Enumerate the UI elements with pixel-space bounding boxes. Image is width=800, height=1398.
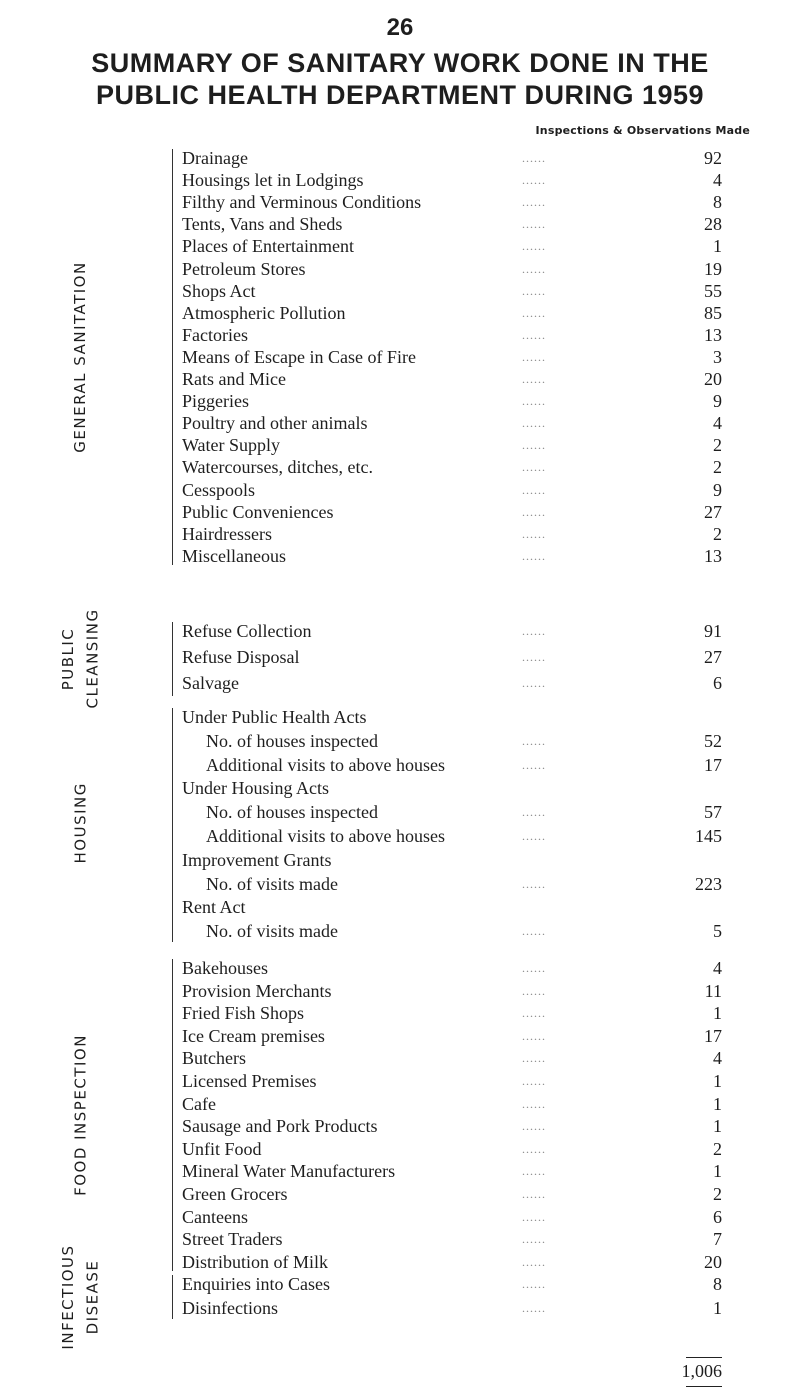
row-value: 6 (713, 673, 722, 693)
leader-dots: ...... (522, 624, 546, 638)
grand-total: 1,006 (681, 1361, 722, 1381)
leader-dots: ...... (522, 757, 546, 772)
leader-dots: ...... (522, 460, 546, 475)
table-row (182, 646, 722, 668)
row-label: Refuse Disposal (182, 647, 300, 667)
table-row (182, 1251, 722, 1273)
row-label: Watercourses, ditches, etc. (182, 457, 373, 478)
row-value: 11 (704, 980, 722, 1001)
table-row (182, 801, 722, 823)
leader-dots: ...... (522, 151, 546, 165)
table-row (182, 777, 722, 799)
row-value: 17 (704, 754, 722, 775)
table-row (182, 456, 722, 478)
row-label: Salvage (182, 673, 239, 693)
row-label: Public Conveniences (182, 501, 334, 522)
table-row (182, 324, 722, 346)
column-header: Inspections & Observations Made (535, 124, 750, 137)
leader-dots: ...... (522, 349, 546, 364)
row-label: Unfit Food (182, 1138, 262, 1159)
leader-dots: ...... (522, 283, 546, 298)
row-value: 55 (704, 280, 722, 301)
table-row (182, 1206, 722, 1228)
row-value: 27 (704, 501, 722, 522)
row-label: Places of Entertainment (182, 236, 354, 257)
table-row (182, 1183, 722, 1205)
row-value: 6 (713, 1206, 722, 1227)
row-label: Drainage (182, 148, 248, 168)
table-row (182, 706, 722, 728)
row-value: 19 (704, 258, 722, 279)
row-value: 1 (713, 1298, 722, 1318)
leader-dots: ...... (522, 650, 546, 664)
row-label: Atmospheric Pollution (182, 302, 346, 323)
row-label: Sausage and Pork Products (182, 1116, 378, 1137)
table-row (182, 1047, 722, 1069)
row-value: 9 (713, 391, 722, 412)
table-row (182, 754, 722, 776)
row-label: Bakehouses (182, 958, 268, 978)
table-row (182, 825, 722, 847)
leader-dots: ...... (522, 394, 546, 409)
row-value: 91 (704, 621, 722, 641)
leader-dots: ...... (522, 1096, 546, 1111)
row-value: 4 (713, 170, 722, 191)
section-label: FOOD INSPECTION (71, 1034, 89, 1197)
table-row (182, 545, 722, 567)
total-rule-bottom (686, 1386, 722, 1387)
row-label: Poultry and other animals (182, 413, 368, 434)
leader-dots: ...... (522, 372, 546, 386)
row-value: 52 (704, 730, 722, 751)
table-row (182, 302, 722, 324)
row-label: Additional visits to above houses (206, 754, 445, 775)
row-label: Rent Act (182, 897, 246, 918)
table-row (182, 191, 722, 213)
leader-dots: ...... (522, 1254, 546, 1269)
leader-dots: ...... (522, 1006, 546, 1021)
row-value: 4 (713, 413, 722, 434)
leader-dots: ...... (522, 676, 546, 690)
row-label: No. of houses inspected (206, 730, 378, 751)
row-value: 8 (713, 1274, 722, 1294)
leader-dots: ...... (522, 1301, 546, 1315)
row-label: Additional visits to above houses (206, 826, 445, 846)
section-label: CLEANSING (83, 608, 101, 709)
table-row (182, 258, 722, 280)
row-label: Ice Cream premises (182, 1025, 325, 1046)
leader-dots: ...... (522, 195, 546, 210)
row-label: Fried Fish Shops (182, 1003, 305, 1024)
table-row (182, 1297, 722, 1319)
row-label: Mineral Water Manufacturers (182, 1161, 396, 1182)
row-value: 57 (704, 802, 722, 823)
row-value: 27 (704, 647, 722, 667)
row-label: Cesspools (182, 479, 256, 500)
row-value: 2 (713, 457, 722, 478)
row-label: Licensed Premises (182, 1071, 317, 1091)
leader-dots: ...... (522, 239, 546, 254)
row-label: Enquiries into Cases (182, 1274, 330, 1294)
leader-dots: ...... (522, 482, 546, 497)
row-label: Petroleum Stores (182, 258, 306, 279)
row-label: Rats and Mice (182, 369, 286, 389)
leader-dots: ...... (522, 1074, 546, 1088)
row-label: Factories (182, 324, 248, 345)
leader-dots: ...... (522, 1119, 546, 1134)
row-value: 2 (713, 1184, 722, 1204)
table-row (182, 980, 722, 1002)
row-value: 13 (704, 545, 722, 566)
row-value: 1 (713, 236, 722, 257)
row-value: 3 (713, 346, 722, 367)
row-label: No. of visits made (206, 921, 338, 942)
table-row (182, 1025, 722, 1047)
table-row (182, 1138, 722, 1160)
leader-dots: ...... (522, 1277, 546, 1291)
leader-dots: ...... (522, 1028, 546, 1043)
table-row (182, 412, 722, 434)
row-label: Water Supply (182, 435, 281, 456)
row-label: Provision Merchants (182, 980, 332, 1001)
section-label: DISEASE (83, 1259, 101, 1335)
section-bracket (172, 708, 173, 942)
row-label: Means of Escape in Case of Fire (182, 346, 416, 367)
row-label: Cafe (182, 1093, 216, 1114)
row-label: Disinfections (182, 1298, 278, 1318)
row-value: 7 (713, 1229, 722, 1250)
section-bracket (172, 1275, 173, 1319)
row-value: 4 (713, 958, 722, 978)
section-label: HOUSING (71, 782, 89, 864)
table-row (182, 957, 722, 979)
section-label: GENERAL SANITATION (71, 261, 89, 453)
table-row (182, 620, 722, 642)
row-label: Under Public Health Acts (182, 707, 367, 727)
leader-dots: ...... (522, 261, 546, 276)
row-value: 28 (704, 214, 722, 235)
table-row (182, 523, 722, 545)
section-label: INFECTIOUS (59, 1244, 77, 1350)
leader-dots: ...... (522, 327, 546, 342)
row-label: Filthy and Verminous Conditions (182, 192, 422, 213)
row-value: 9 (713, 479, 722, 500)
leader-dots: ...... (522, 1164, 546, 1179)
row-label: Canteens (182, 1206, 248, 1227)
row-label: Distribution of Milk (182, 1251, 329, 1272)
table-row (182, 849, 722, 871)
leader-dots: ...... (522, 504, 546, 519)
table-row (182, 280, 722, 302)
row-label: No. of visits made (206, 873, 338, 894)
table-row (182, 1093, 722, 1115)
table-row (182, 896, 722, 918)
row-value: 2 (713, 523, 722, 544)
row-value: 13 (704, 324, 722, 345)
row-value: 1 (713, 1093, 722, 1114)
leader-dots: ...... (522, 1209, 546, 1224)
leader-dots: ...... (522, 983, 546, 998)
leader-dots: ...... (522, 805, 546, 820)
table-row (182, 368, 722, 390)
leader-dots: ...... (522, 526, 546, 541)
row-label: Piggeries (182, 391, 249, 412)
row-label: Green Grocers (182, 1184, 288, 1204)
table-row (182, 1002, 722, 1024)
row-value: 20 (704, 369, 722, 389)
row-value: 145 (695, 826, 722, 846)
leader-dots: ...... (522, 961, 546, 975)
table-row (182, 920, 722, 942)
leader-dots: ...... (522, 1051, 546, 1066)
table-row (182, 1228, 722, 1250)
row-label: Street Traders (182, 1229, 283, 1250)
table-row (182, 501, 722, 523)
row-value: 17 (704, 1025, 722, 1046)
leader-dots: ...... (522, 1232, 546, 1247)
row-label: Tents, Vans and Sheds (182, 214, 343, 235)
leader-dots: ...... (522, 438, 546, 453)
section-label: PUBLIC (59, 627, 77, 691)
page-title-line-1: SUMMARY OF SANITARY WORK DONE IN THE (91, 48, 709, 78)
row-value: 8 (713, 192, 722, 213)
row-value: 2 (713, 1138, 722, 1159)
table-row (182, 730, 722, 752)
leader-dots: ...... (522, 548, 546, 563)
row-label: Miscellaneous (182, 545, 286, 566)
row-value: 1 (713, 1116, 722, 1137)
table-row (182, 873, 722, 895)
table-row (182, 1070, 722, 1092)
leader-dots: ...... (522, 416, 546, 431)
row-label: Housings let in Lodgings (182, 170, 364, 191)
table-row (182, 1160, 722, 1182)
table-row (182, 390, 722, 412)
leader-dots: ...... (522, 733, 546, 748)
row-label: Butchers (182, 1048, 246, 1069)
table-row (182, 672, 722, 694)
row-value: 1 (713, 1161, 722, 1182)
leader-dots: ...... (522, 1141, 546, 1156)
table-row (182, 213, 722, 235)
leader-dots: ...... (522, 924, 546, 939)
leader-dots: ...... (522, 305, 546, 320)
row-label: Hairdressers (182, 523, 272, 544)
row-label: Improvement Grants (182, 849, 332, 870)
row-value: 1 (713, 1071, 722, 1091)
leader-dots: ...... (522, 217, 546, 232)
page-title-line-2: PUBLIC HEALTH DEPARTMENT DURING 1959 (95, 80, 705, 110)
row-label: Shops Act (182, 280, 256, 301)
row-value: 1 (713, 1003, 722, 1024)
table-row (182, 147, 722, 169)
row-value: 92 (704, 148, 722, 168)
total-rule-top (686, 1357, 722, 1358)
row-value: 223 (695, 873, 722, 894)
row-value: 4 (713, 1048, 722, 1069)
section-bracket (172, 622, 173, 696)
table-row (182, 434, 722, 456)
table-row (182, 169, 722, 191)
row-value: 20 (704, 1251, 722, 1272)
leader-dots: ...... (522, 1187, 546, 1201)
row-label: Under Housing Acts (182, 778, 329, 799)
leader-dots: ...... (522, 829, 546, 843)
row-label: No. of houses inspected (206, 802, 378, 823)
section-bracket (172, 149, 173, 565)
section-bracket (172, 959, 173, 1271)
row-value: 2 (713, 435, 722, 456)
row-value: 85 (704, 302, 722, 323)
table-row (182, 1273, 722, 1295)
leader-dots: ...... (522, 173, 546, 188)
table-row (182, 346, 722, 368)
table-row (182, 479, 722, 501)
page-number: 26 (386, 14, 414, 41)
row-label: Refuse Collection (182, 621, 312, 641)
table-row (182, 1115, 722, 1137)
table-row (182, 235, 722, 257)
leader-dots: ...... (522, 876, 546, 891)
row-value: 5 (713, 921, 722, 942)
